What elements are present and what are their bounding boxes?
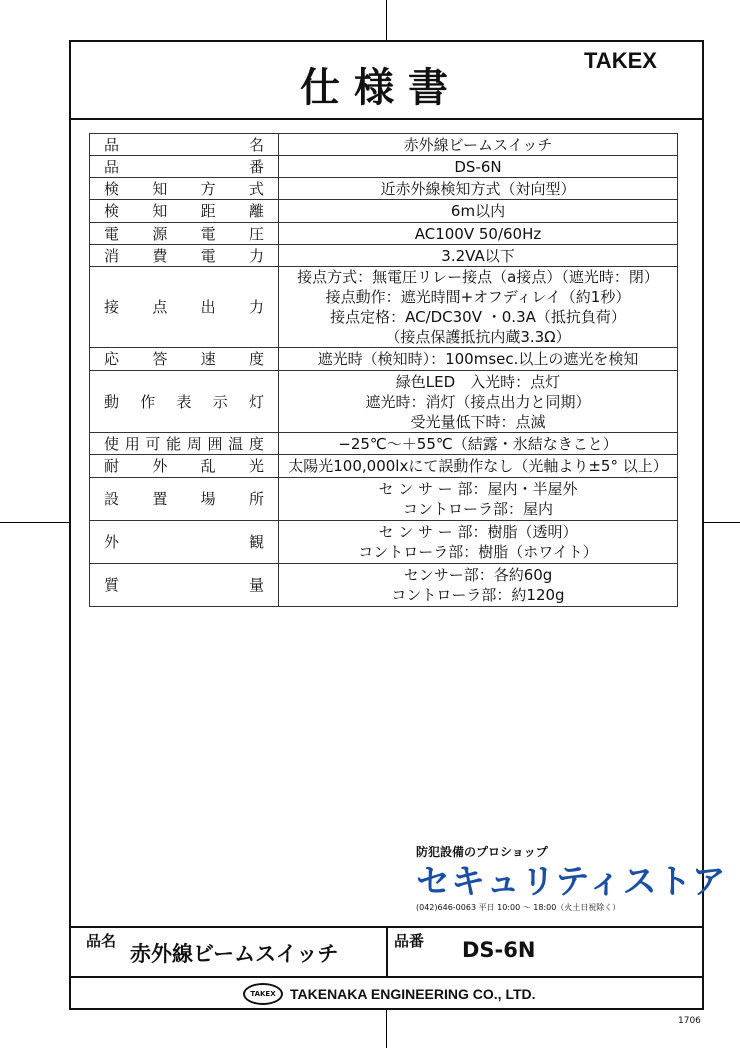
crop-mark-bottom bbox=[386, 1010, 387, 1048]
spec-value-cell bbox=[279, 433, 678, 455]
spec-label-cell bbox=[90, 134, 279, 156]
spec-value: コントローラ部：樹脂（ホワイト） bbox=[358, 543, 598, 561]
spec-label: 検 知 距 離 bbox=[104, 202, 264, 220]
brand-logo: TAKEX bbox=[584, 48, 657, 73]
spec-label: 接 点 出 力 bbox=[104, 298, 264, 316]
shop-name: セキュリティストア bbox=[416, 862, 727, 902]
spec-value-cell bbox=[279, 478, 678, 521]
spec-value: 接点動作：遮光時間+オフディレイ（約1秒） bbox=[325, 288, 631, 306]
shop-banner bbox=[416, 843, 727, 913]
spec-label: 外 観 bbox=[104, 533, 264, 551]
spec-label-cell bbox=[90, 200, 279, 223]
product-name: 赤外線ビームスイッチ bbox=[130, 942, 339, 966]
spec-value-cell bbox=[279, 200, 678, 223]
spec-label: 耐 外 乱 光 bbox=[104, 457, 264, 475]
spec-value: AC100V 50/60Hz bbox=[414, 224, 542, 243]
spec-label-cell bbox=[90, 223, 279, 245]
spec-value-cell bbox=[279, 245, 678, 267]
spec-row bbox=[90, 178, 678, 200]
spec-value: 接点定格：AC/DC30V ・0.3A（抵抗負荷） bbox=[330, 308, 626, 326]
spec-label: 検 知 方 式 bbox=[104, 179, 264, 198]
spec-label-cell bbox=[90, 245, 279, 267]
spec-value: 遮光時：消灯（接点出力と同期） bbox=[365, 392, 591, 411]
spec-value: 受光量低下時：点滅 bbox=[410, 412, 546, 431]
spec-label-cell bbox=[90, 478, 279, 521]
spec-label: 電 源 電 圧 bbox=[104, 224, 264, 243]
spec-value-cell bbox=[279, 223, 678, 245]
crop-mark-left bbox=[0, 522, 69, 523]
footer-divider bbox=[386, 926, 388, 978]
crop-mark-top bbox=[386, 0, 387, 40]
spec-row bbox=[90, 521, 678, 564]
spec-label: 設 置 場 所 bbox=[104, 490, 264, 508]
spec-value: 6m以内 bbox=[450, 202, 506, 220]
spec-value-cell bbox=[279, 348, 678, 371]
spec-value-cell bbox=[279, 134, 678, 156]
spec-row bbox=[90, 564, 678, 607]
spec-row bbox=[90, 455, 678, 478]
spec-value: DS-6N bbox=[454, 157, 502, 176]
spec-value: 3.2VA以下 bbox=[441, 246, 515, 265]
spec-label-cell bbox=[90, 178, 279, 200]
spec-value-cell bbox=[279, 371, 678, 433]
spec-label-cell bbox=[90, 267, 279, 348]
spec-label-cell bbox=[90, 371, 279, 433]
spec-row bbox=[90, 223, 678, 245]
spec-label: 応 答 速 度 bbox=[104, 350, 264, 368]
document-title: 仕様書 bbox=[300, 65, 462, 111]
header-divider bbox=[69, 118, 704, 120]
spec-value: 太陽光100,000lxにて誤動作なし（光軸より±5° 以上） bbox=[288, 457, 668, 475]
spec-label: 消 費 電 力 bbox=[104, 246, 264, 265]
spec-row bbox=[90, 200, 678, 223]
shop-hours: (042)646-0063 平日 10:00 〜 18:00（火土日祝除く） bbox=[416, 903, 621, 912]
spec-value: 赤外線ビームスイッチ bbox=[403, 135, 553, 154]
spec-value: 緑色LED 入光時：点灯 bbox=[395, 372, 561, 391]
spec-value-cell bbox=[279, 564, 678, 607]
spec-row bbox=[90, 478, 678, 521]
spec-value: セ ン サ ー 部：樹脂（透明） bbox=[378, 523, 578, 541]
spec-value-cell bbox=[279, 156, 678, 178]
document-code: 1706 bbox=[678, 1016, 701, 1026]
spec-row bbox=[90, 348, 678, 371]
spec-label: 動 作 表 示 灯 bbox=[104, 392, 264, 411]
product-number-label: 品番 bbox=[394, 932, 425, 950]
spec-value: セ ン サ ー 部：屋内・半屋外 bbox=[378, 480, 578, 498]
company-logo-icon: TAKEX bbox=[243, 983, 283, 1005]
spec-label-cell bbox=[90, 521, 279, 564]
spec-label-cell bbox=[90, 156, 279, 178]
spec-value-cell bbox=[279, 521, 678, 564]
spec-label-cell bbox=[90, 348, 279, 371]
spec-value: 遮光時（検知時）：100msec.以上の遮光を検知 bbox=[317, 350, 639, 368]
spec-row bbox=[90, 371, 678, 433]
product-name-label: 品名 bbox=[86, 932, 117, 950]
product-number: DS-6N bbox=[462, 938, 536, 962]
spec-label: 質 量 bbox=[104, 576, 264, 594]
spec-value-cell bbox=[279, 178, 678, 200]
spec-label-cell bbox=[90, 433, 279, 455]
spec-label: 品 名 bbox=[104, 135, 264, 154]
shop-subtitle: 防犯設備のプロショップ bbox=[416, 845, 548, 859]
spec-value: コントローラ部：屋内 bbox=[402, 500, 553, 518]
spec-label: 使 用 可 能 周 囲 温 度 bbox=[104, 434, 264, 453]
spec-label-cell bbox=[90, 455, 279, 478]
spec-label-cell bbox=[90, 564, 279, 607]
spec-table bbox=[89, 133, 678, 607]
spec-value-cell bbox=[279, 267, 678, 348]
spec-row bbox=[90, 156, 678, 178]
spec-value: センサー部：各約60g bbox=[403, 566, 553, 584]
spec-value: （接点保護抵抗内蔵3.3Ω） bbox=[385, 328, 571, 346]
spec-value: −25℃〜＋55℃（結露・氷結なきこと） bbox=[338, 434, 618, 453]
spec-value: 接点方式：無電圧リレー接点（a接点）（遮光時：閉） bbox=[297, 268, 659, 286]
spec-row bbox=[90, 134, 678, 156]
spec-value: コントローラ部：約120g bbox=[391, 586, 565, 604]
spec-row bbox=[90, 245, 678, 267]
spec-label: 品 番 bbox=[104, 157, 264, 176]
spec-row bbox=[90, 433, 678, 455]
company-name: TAKENAKA ENGINEERING CO., LTD. bbox=[290, 986, 536, 1002]
spec-row bbox=[90, 267, 678, 348]
spec-value: 近赤外線検知方式（対向型） bbox=[380, 179, 576, 198]
crop-mark-right bbox=[704, 522, 740, 523]
spec-value-cell bbox=[279, 455, 678, 478]
